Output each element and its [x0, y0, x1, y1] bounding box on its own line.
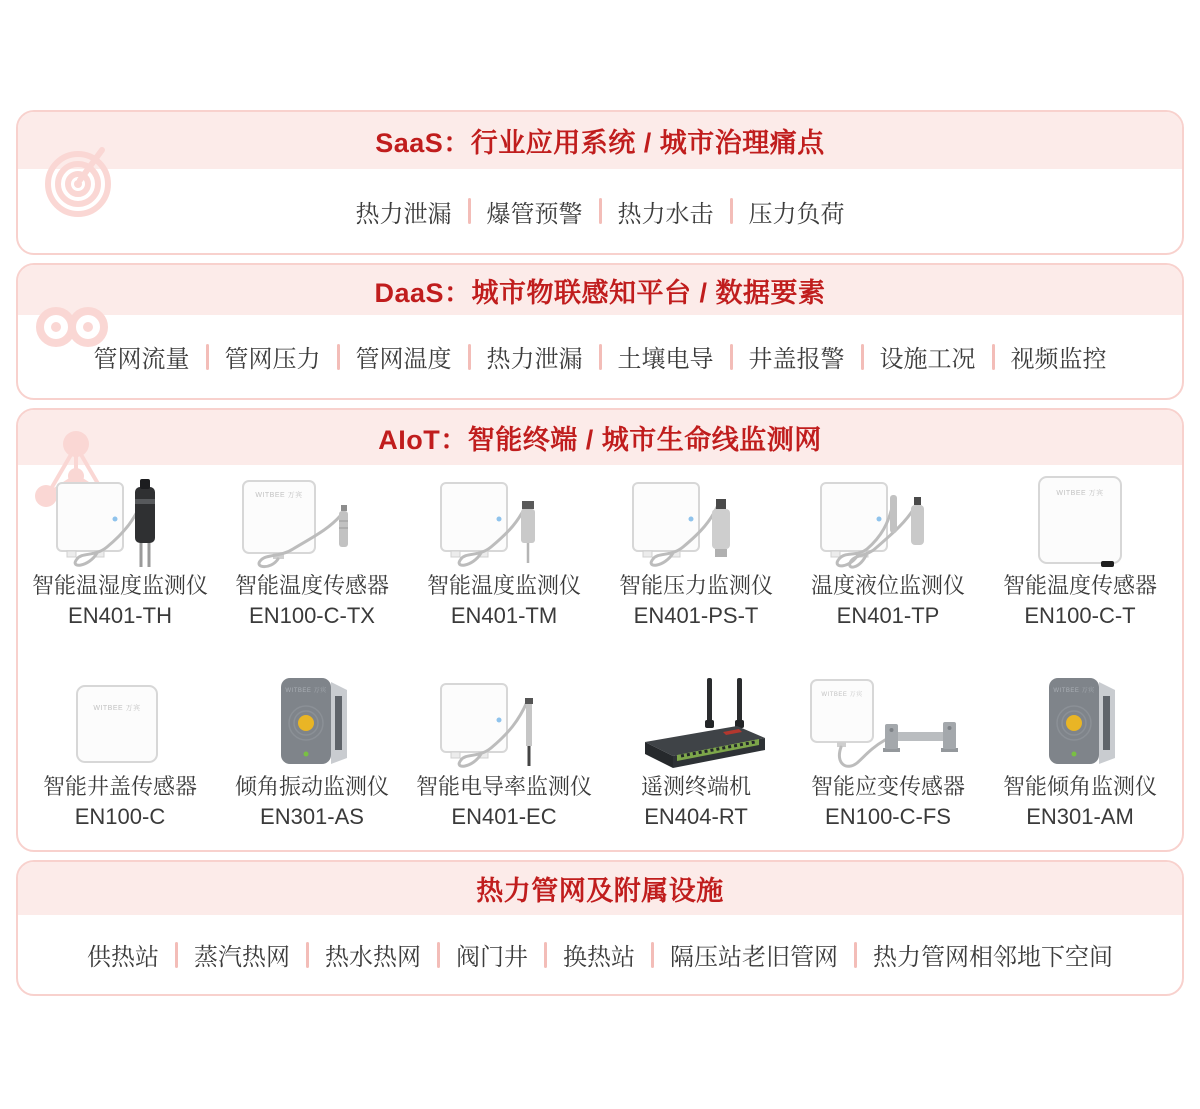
section-saas [16, 110, 1184, 255]
device-grid [18, 465, 1182, 850]
device-image-en100-c-fs [792, 674, 984, 772]
daas-item: 井盖报警 [748, 346, 845, 373]
facility-item: 换热站 [563, 944, 635, 971]
saas-item: 爆管预警 [486, 200, 583, 228]
device-caption [984, 571, 1176, 630]
section-facilities-title: 热力管网及附属设施 [476, 876, 724, 906]
device-name: 智能温度传感器 [1002, 573, 1157, 598]
section-facilities [16, 860, 1184, 996]
device-image-en401-ec [408, 674, 600, 772]
daas-item: 管网温度 [355, 346, 452, 373]
device-caption [24, 571, 216, 630]
device-card [408, 674, 600, 851]
device-image-en100-c [24, 674, 216, 772]
facility-item: 蒸汽热网 [194, 944, 290, 971]
device-name: 智能压力监测仪 [618, 573, 773, 598]
daas-item: 设施工况 [879, 346, 976, 373]
device-caption [792, 571, 984, 630]
section-daas [16, 263, 1184, 400]
facility-item: 阀门井 [456, 944, 528, 971]
device-model: EN404-RT [644, 803, 748, 829]
section-saas-body [18, 169, 1182, 253]
device-image-en401-ps-t [600, 473, 792, 571]
section-saas-title: SaaS：行业应用系统 / 城市治理痛点 [375, 128, 825, 158]
daas-item: 管网压力 [224, 346, 321, 373]
device-model: EN401-EC [451, 803, 557, 829]
device-name: 智能电导率监测仪 [415, 773, 592, 799]
device-name: 智能应变传感器 [810, 773, 965, 799]
device-image-en301-as [216, 674, 408, 772]
device-card [24, 674, 216, 851]
device-brand-text: WITBEE 万宾 [255, 492, 303, 499]
device-card [600, 674, 792, 851]
device-name: 智能温度传感器 [234, 573, 389, 598]
device-name: 遥测终端机 [640, 773, 751, 799]
device-name: 温度液位监测仪 [810, 573, 965, 598]
device-caption [984, 772, 1176, 831]
device-name: 智能倾角监测仪 [1002, 773, 1157, 799]
section-facilities-header [18, 862, 1182, 915]
device-model: EN401-TM [450, 603, 558, 628]
daas-item: 视频监控 [1010, 346, 1107, 373]
section-daas-body [18, 315, 1182, 398]
device-image-en401-th [24, 473, 216, 571]
device-image-en100-c-t [984, 473, 1176, 571]
device-card [984, 473, 1176, 650]
device-brand-text: WITBEE 万宾 [1053, 687, 1095, 694]
device-image-en401-tm [408, 473, 600, 571]
device-model: EN100-C-FS [825, 803, 951, 829]
device-model: EN301-AS [260, 803, 364, 829]
section-daas-title: DaaS：城市物联感知平台 / 数据要素 [374, 277, 826, 308]
device-name: 智能温度监测仪 [426, 573, 581, 598]
section-facilities-body [18, 915, 1182, 994]
facility-item: 隔压站老旧管网 [670, 944, 838, 971]
section-aiot-title: AIoT：智能终端 / 城市生命线监测网 [378, 425, 822, 455]
section-daas-header [18, 265, 1182, 315]
device-brand-text: WITBEE 万宾 [285, 687, 327, 694]
saas-item: 压力负荷 [748, 200, 845, 228]
device-name: 智能温湿度监测仪 [31, 573, 208, 598]
device-card [24, 473, 216, 650]
device-brand-text: WITBEE 万宾 [821, 691, 863, 698]
device-card [792, 674, 984, 851]
daas-item: 土壤电导 [617, 346, 714, 373]
device-model: EN100-C [74, 803, 166, 829]
device-caption [792, 772, 984, 831]
device-caption [600, 571, 792, 630]
section-aiot [16, 408, 1184, 852]
device-caption [408, 772, 600, 831]
saas-item: 热力泄漏 [355, 200, 452, 228]
device-caption [24, 772, 216, 831]
device-card [984, 674, 1176, 851]
device-model: EN100-C-TX [249, 603, 375, 628]
section-saas-header [18, 112, 1182, 169]
section-aiot-header [18, 410, 1182, 465]
device-image-en404-rt [600, 674, 792, 772]
facility-item: 供热站 [87, 944, 159, 971]
facility-item: 热水热网 [325, 944, 421, 971]
device-brand-text: WITBEE 万宾 [1056, 490, 1104, 497]
saas-item: 热力水击 [617, 200, 714, 228]
device-card [216, 674, 408, 851]
device-image-en100-c-tx [216, 473, 408, 571]
device-model: EN100-C-T [1024, 603, 1136, 628]
device-name: 智能井盖传感器 [42, 773, 197, 799]
device-caption [408, 571, 600, 630]
device-brand-text: WITBEE 万宾 [93, 704, 141, 712]
device-card [792, 473, 984, 650]
daas-item-list [78, 339, 1123, 374]
device-image-en401-tp [792, 473, 984, 571]
facilities-item-list [71, 937, 1129, 972]
device-name: 倾角振动监测仪 [234, 773, 389, 799]
device-image-en301-am [984, 674, 1176, 772]
daas-item: 热力泄漏 [486, 346, 583, 373]
device-caption [600, 772, 792, 831]
saas-item-list [340, 194, 861, 229]
device-caption [216, 772, 408, 831]
device-model: EN401-TH [68, 603, 172, 628]
daas-item: 管网流量 [93, 346, 190, 373]
device-model: EN401-TP [836, 603, 940, 628]
device-caption [216, 571, 408, 630]
device-card [216, 473, 408, 650]
device-card [408, 473, 600, 650]
device-card [600, 473, 792, 650]
device-model: EN301-AM [1026, 803, 1134, 829]
facility-item: 热力管网相邻地下空间 [873, 944, 1113, 971]
device-model: EN401-PS-T [633, 603, 759, 628]
